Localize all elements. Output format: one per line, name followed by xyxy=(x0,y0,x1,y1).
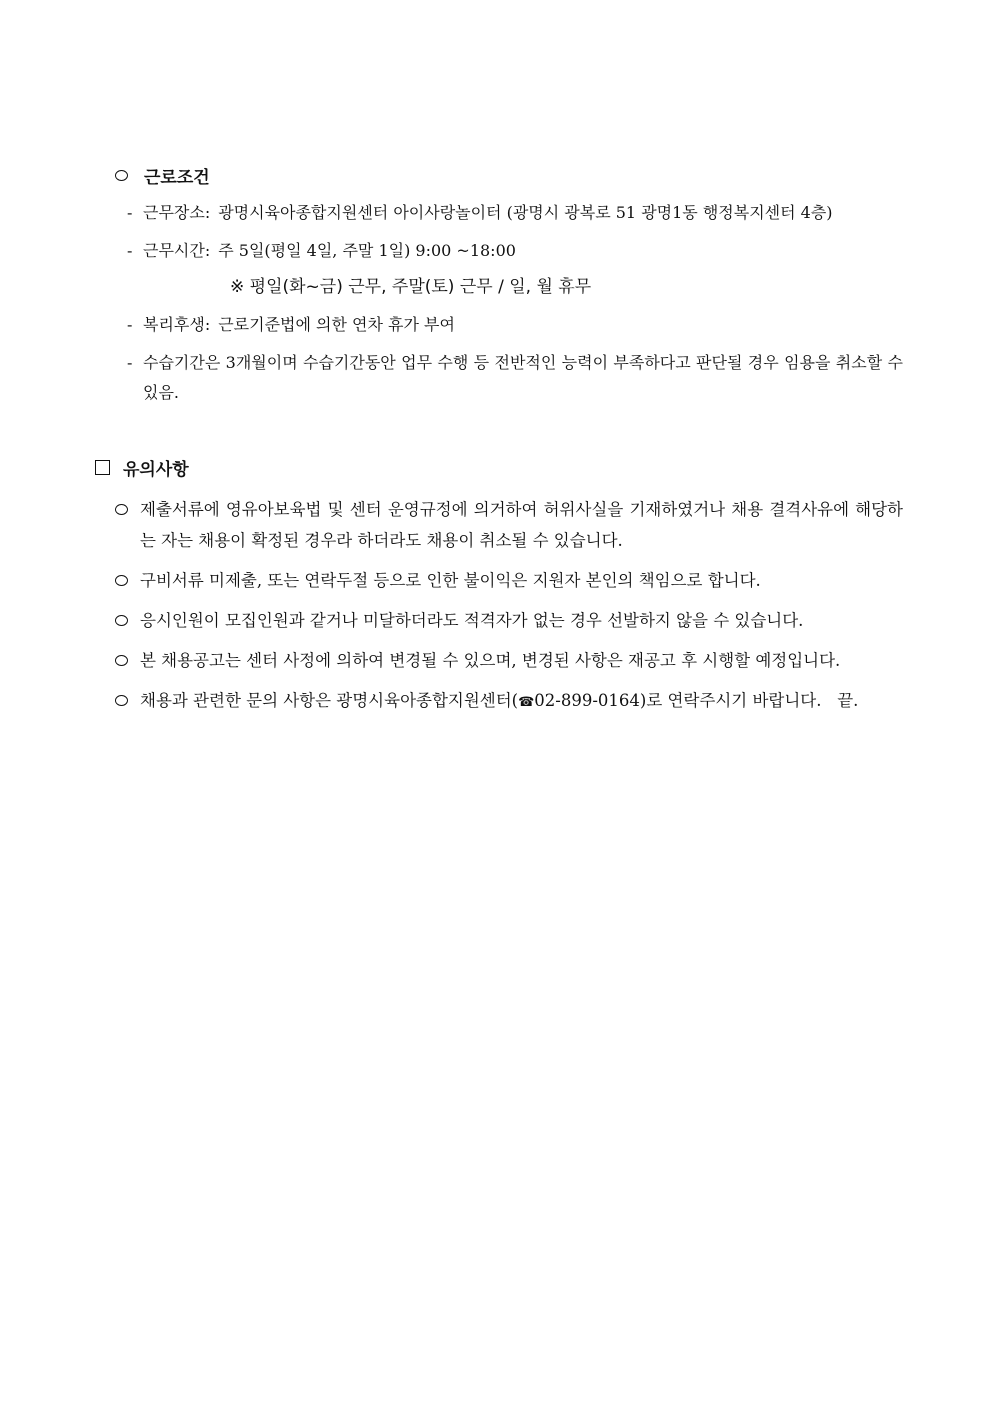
welfare-text: 근로기준법에 의한 연차 휴가 부여 xyxy=(218,315,455,334)
notes-heading xyxy=(95,452,903,482)
note-item-documents xyxy=(95,565,903,596)
work-location-text: 광명시육아종합지원센터 아이사랑놀이터 (광명시 광복로 51 광명1동 행정복지센터 4층) xyxy=(218,203,833,222)
work-schedule-note: ※ 평일(화~금) 근무, 주말(토) 근무 / 일, 월 휴무 xyxy=(230,277,592,297)
note-item-changes xyxy=(95,645,903,676)
notes-section xyxy=(95,452,903,718)
note-item-contact xyxy=(95,685,903,718)
note-text: 본 채용공고는 센터 사정에 의하여 변경될 수 있으며, 변경된 사항은 재공고 후 시행할 예정입니다. xyxy=(140,651,841,670)
note-text: 구비서류 미제출, 또는 연락두절 등으로 인한 불이익은 지원자 본인의 책임으로 합니다. xyxy=(140,571,761,590)
note-item-applicants xyxy=(95,605,903,636)
contact-text-after: )로 연락주시기 바랍니다. xyxy=(639,691,822,710)
document-end-mark: 끝. xyxy=(837,691,859,710)
dash-bullet: - xyxy=(127,203,133,222)
probation-text: 수습기간은 3개월이며 수습기간동안 업무 수행 등 전반적인 능력이 부족하다고 판단될 경우 임용을 취소할 수 있음. xyxy=(143,353,903,402)
contact-text-before: 채용과 관련한 문의 사항은 광명시육아종합지원센터( xyxy=(140,691,519,710)
circle-bullet-icon xyxy=(115,655,128,666)
work-hours-item xyxy=(113,236,903,266)
notes-title: 유의사항 xyxy=(123,459,189,480)
probation-item xyxy=(113,348,903,408)
work-conditions-title: 근로조건 xyxy=(144,167,210,188)
welfare-label: 복리후생: xyxy=(143,315,211,334)
work-location-item xyxy=(113,198,903,228)
contact-phone: 02-899-0164 xyxy=(534,691,640,710)
note-item-submission xyxy=(95,494,903,556)
work-hours-text: 주 5일(평일 4일, 주말 1일) 9:00 ~18:00 xyxy=(218,241,516,260)
work-conditions-heading xyxy=(113,160,903,190)
circle-bullet-icon xyxy=(115,615,128,626)
circle-bullet-icon xyxy=(115,504,128,515)
circle-bullet-icon xyxy=(115,170,128,181)
note-text: 응시인원이 모집인원과 같거나 미달하더라도 적격자가 없는 경우 선발하지 않을 수 있습니다. xyxy=(140,611,804,630)
dash-bullet: - xyxy=(127,353,133,372)
dash-bullet: - xyxy=(127,241,133,260)
welfare-item xyxy=(113,310,903,340)
work-conditions-section xyxy=(113,160,903,408)
square-bullet-icon xyxy=(95,460,110,475)
circle-bullet-icon xyxy=(115,695,128,706)
telephone-icon: ☎ xyxy=(518,695,535,710)
work-location-label: 근무장소: xyxy=(143,203,211,222)
dash-bullet: - xyxy=(127,315,133,334)
circle-bullet-icon xyxy=(115,575,128,586)
note-text: 제출서류에 영유아보육법 및 센터 운영규정에 의거하여 허위사실을 기재하였거나 채용 결격사유에 해당하는 자는 채용이 확정된 경우라 하더라도 채용이 취소될 수 있습니다. xyxy=(140,500,903,550)
work-hours-label: 근무시간: xyxy=(143,241,211,260)
